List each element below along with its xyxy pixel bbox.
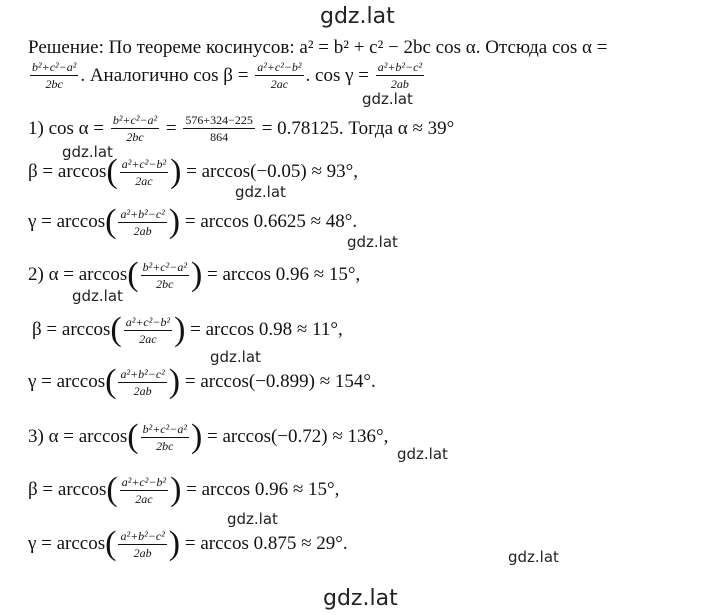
equation-result: = arccos 0.96 ≈ 15°, — [186, 479, 340, 500]
fraction-numerator: b²+c²−a² — [142, 421, 187, 436]
fraction-numerator: 576+324−225 — [185, 113, 253, 127]
watermark: gdz.lat — [362, 90, 413, 108]
fraction-denominator: 2ac — [139, 331, 157, 346]
fraction — [118, 367, 166, 398]
fraction — [141, 422, 189, 453]
fraction-denominator: 2bc — [45, 77, 63, 91]
fraction-numerator: b²+c²−a² — [32, 60, 77, 74]
equation-prefix: γ = arccos — [28, 533, 106, 554]
fraction-numerator: a²+c²−b² — [121, 156, 167, 171]
fraction-numerator: a²+b²−c² — [377, 60, 423, 74]
watermark-bottom: gdz.lat — [323, 586, 398, 611]
fraction-denominator: 2ac — [270, 77, 289, 91]
fraction-numeric — [183, 113, 255, 144]
fraction-denominator: 2ab — [133, 223, 152, 238]
fraction-denominator: 2ac — [135, 173, 153, 188]
equation-prefix: 3) α = arccos — [28, 426, 128, 447]
watermark: gdz.lat — [72, 287, 123, 305]
fraction-numerator: a²+b²−c² — [120, 528, 165, 543]
equation-prefix: β = arccos — [32, 319, 111, 340]
equation-result: = arccos 0.98 ≈ 11°, — [190, 319, 343, 340]
part3-alpha-line: 3) α = arccos( $\frac{\text{b²+c²−a²}}{2bc}$ ) = arccos(−0.72) ≈ 136°, — [28, 418, 389, 455]
watermark: gdz.lat — [235, 183, 286, 201]
fraction-denominator: 864 — [210, 130, 229, 144]
fraction — [118, 529, 166, 560]
fraction-numerator: a²+c²−b² — [125, 314, 171, 329]
watermark: gdz.lat — [62, 143, 113, 161]
equation-prefix: 1) cos α = — [28, 117, 105, 139]
part1-gamma-line: γ = arccos( $\frac{\text{a²+b²−c²}}{2ab}$ ) = arccos 0.6625 ≈ 48°. — [28, 203, 358, 240]
fraction-denominator: 2bc — [156, 438, 174, 453]
fraction — [141, 260, 189, 291]
part1-alpha-line — [28, 113, 454, 144]
fraction-cos-beta — [255, 60, 303, 91]
fraction-numerator: a²+b²−c² — [120, 366, 165, 381]
fraction-denominator: 2ac — [135, 491, 153, 506]
equation-result: = arccos 0.96 ≈ 15°, — [207, 264, 361, 285]
equals-sign: = — [165, 117, 177, 139]
intro-line-2 — [28, 60, 426, 91]
watermark: gdz.lat — [397, 445, 448, 463]
fraction-cos-alpha — [30, 60, 78, 91]
intro-line-1: Решение: По теореме косинусов: a² = b² + c² − 2bc cos α. Отсюда cos α = — [28, 37, 608, 58]
fraction — [111, 113, 159, 144]
fraction-denominator: 2ab — [133, 545, 152, 560]
watermark: gdz.lat — [210, 348, 261, 366]
equation-prefix: 2) α = arccos — [28, 264, 128, 285]
fraction — [120, 157, 168, 188]
intro-analogous-text: . Аналогично cos β = — [80, 64, 249, 86]
equation-result: = arccos 0.875 ≈ 29°. — [184, 533, 348, 554]
watermark: gdz.lat — [347, 233, 398, 251]
fraction-denominator: 2bc — [156, 276, 174, 291]
watermark: gdz.lat — [508, 548, 559, 566]
equation-prefix: γ = arccos — [28, 211, 106, 232]
watermark: gdz.lat — [227, 510, 278, 528]
fraction-cos-gamma — [376, 60, 424, 91]
equation-result: = arccos 0.6625 ≈ 48°. — [184, 211, 358, 232]
part2-alpha-line: 2) α = arccos( $\frac{\text{b²+c²−a²}}{2bc}$ ) = arccos 0.96 ≈ 15°, — [28, 256, 361, 293]
fraction-numerator: b²+c²−a² — [142, 259, 187, 274]
intro-cos-gamma-text: . cos γ = — [305, 64, 369, 86]
part3-beta-line: β = arccos( $\frac{\text{a²+c²−b²}}{2ac}$ ) = arccos 0.96 ≈ 15°, — [28, 471, 340, 508]
fraction-numerator: a²+c²−b² — [257, 60, 302, 74]
part2-gamma-line: γ = arccos( $\frac{\text{a²+b²−c²}}{2ab}$ ) = arccos(−0.899) ≈ 154°. — [28, 363, 376, 400]
fraction-denominator: 2ab — [133, 383, 152, 398]
part1-beta-line: β = arccos( $\frac{\text{a²+c²−b²}}{2ac}$ ) = arccos(−0.05) ≈ 93°, — [28, 153, 359, 190]
fraction-numerator: a²+b²−c² — [120, 206, 165, 221]
fraction-numerator: a²+c²−b² — [121, 474, 167, 489]
fraction-denominator: 2bc — [126, 130, 144, 144]
fraction-numerator: b²+c²−a² — [112, 113, 158, 127]
watermark-top: gdz.lat — [320, 4, 395, 29]
equation-result: = arccos(−0.899) ≈ 154°. — [184, 371, 376, 392]
fraction-denominator: 2ab — [390, 77, 409, 91]
equation-prefix: β = arccos — [28, 161, 107, 182]
equation-prefix: γ = arccos — [28, 371, 106, 392]
equation-prefix: β = arccos — [28, 479, 107, 500]
part2-beta-line: β = arccos( $\frac{\text{a²+c²−b²}}{2ac}$ ) = arccos 0.98 ≈ 11°, — [32, 311, 343, 348]
fraction — [124, 315, 172, 346]
fraction — [118, 207, 166, 238]
part3-gamma-line: γ = arccos( $\frac{\text{a²+b²−c²}}{2ab}$ ) = arccos 0.875 ≈ 29°. — [28, 525, 348, 562]
equation-result: = arccos(−0.05) ≈ 93°, — [186, 161, 359, 182]
equation-result: = 0.78125. Тогда α ≈ 39° — [261, 117, 455, 139]
fraction — [120, 475, 168, 506]
equation-result: = arccos(−0.72) ≈ 136°, — [207, 426, 389, 447]
